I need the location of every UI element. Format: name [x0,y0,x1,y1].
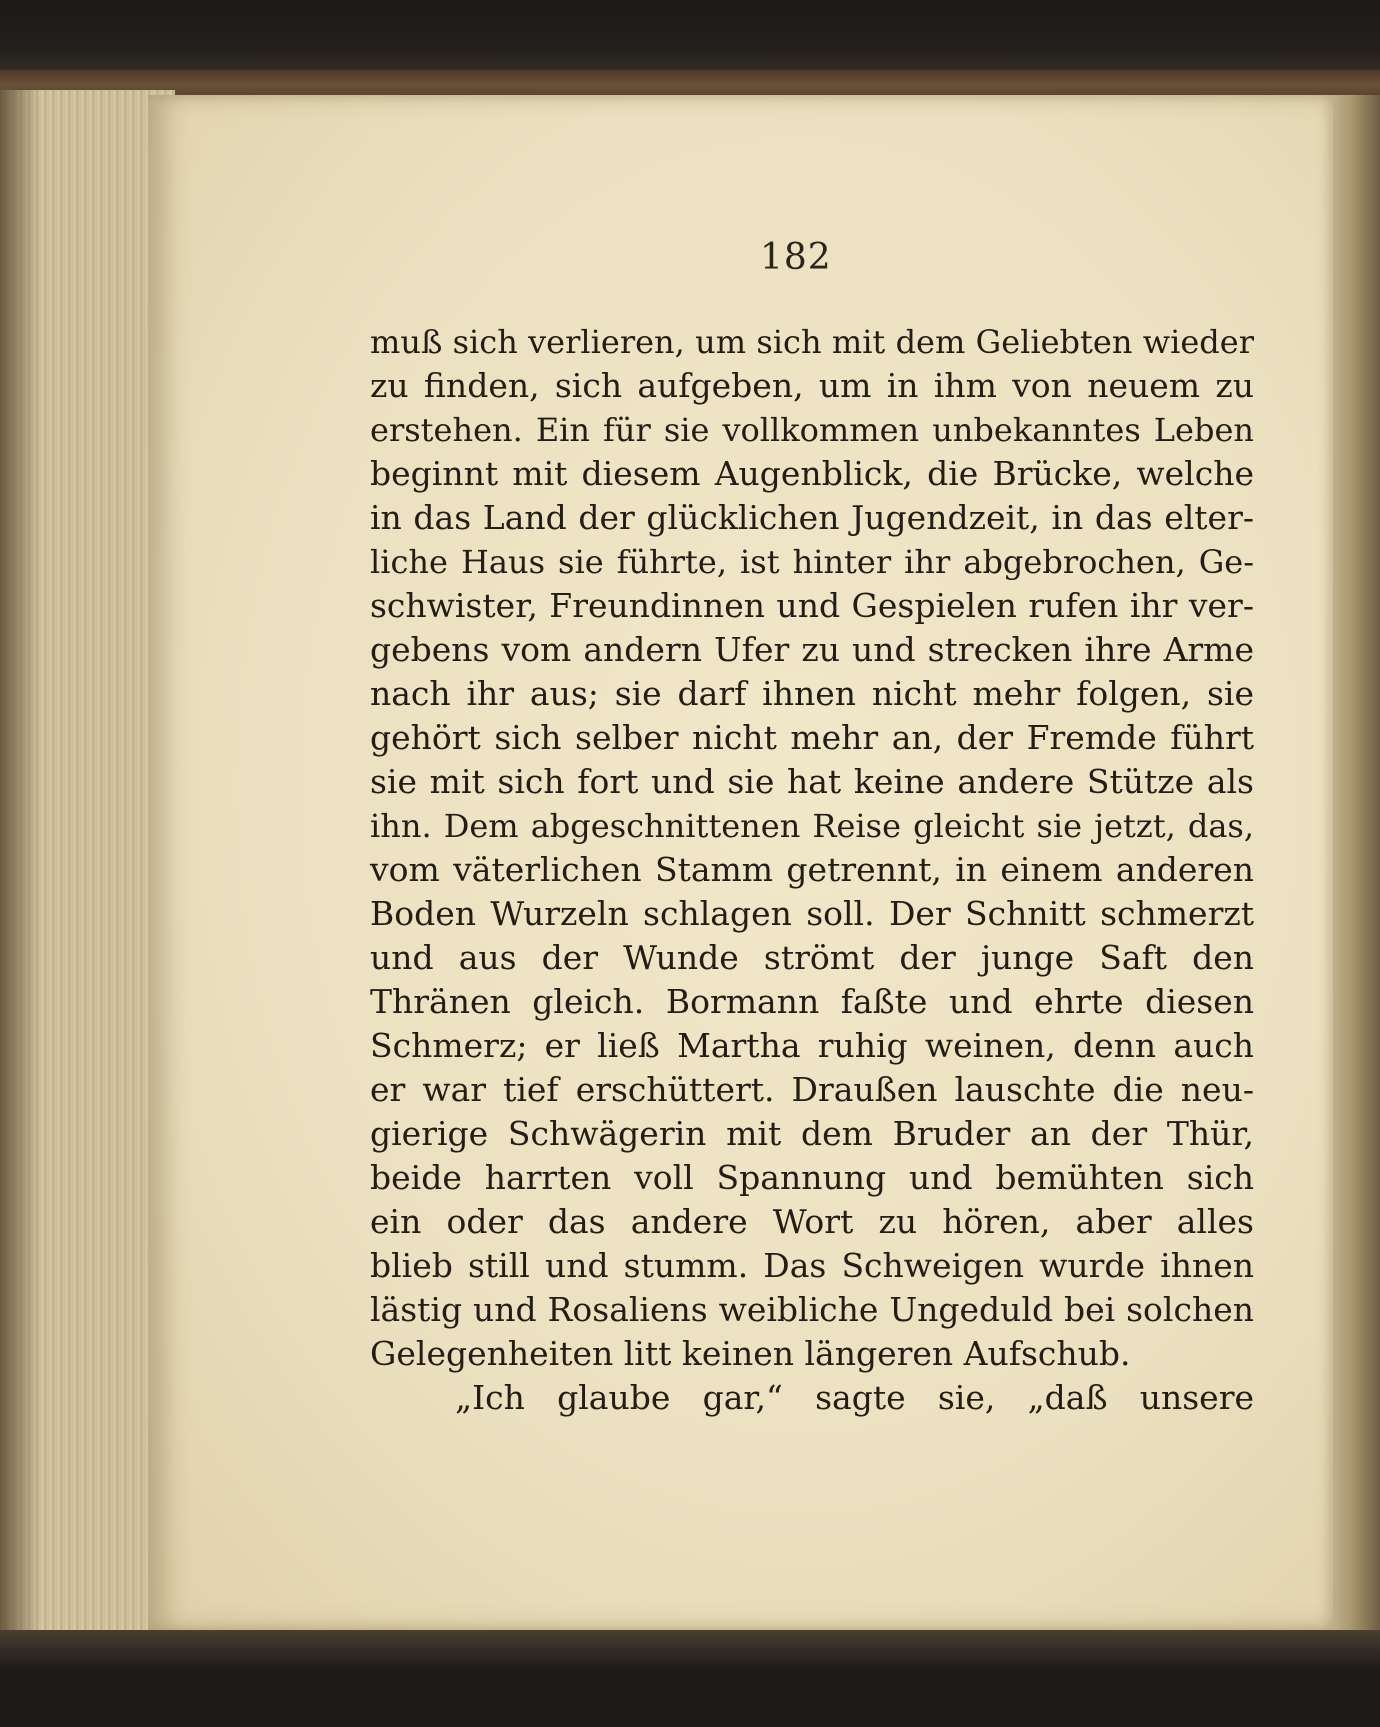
text-line: Thränen gleich. Bormann faßte und ehrte diesen [370,982,1254,1021]
text-line: beginnt mit diesem Augenblick, die Brücke, welche [370,454,1254,493]
text-line: gehört sich selber nicht mehr an, der Fremde führt [370,718,1254,757]
text-line: in das Land der glücklichen Jugendzeit, in das elter- [370,498,1254,537]
text-line: beide harrten voll Spannung und bemühten sich [370,1158,1254,1197]
text-line: er war tief erschüttert. Draußen lauschte die neu- [370,1070,1254,1109]
book-bottom-shadow [0,1630,1380,1727]
text-line: liche Haus sie führte, ist hinter ihr abgebrochen, Ge- [370,543,1254,581]
text-line: muß sich verlieren, um sich mit dem Geliebten wieder [370,323,1254,361]
text-line: erstehen. Ein für sie vollkommen unbekanntes Leben [370,411,1254,449]
text-line: gierige Schwägerin mit dem Bruder an der Thür, [370,1114,1254,1153]
text-line: „Ich glaube gar,“ sagte sie, „daß unsere [455,1378,1254,1417]
facing-page-edge [1333,95,1380,1640]
text-line: schwister, Freundinnen und Gespielen rufen ihr ver- [370,586,1254,625]
text-line: Boden Wurzeln schlagen soll. Der Schnitt schmerzt [370,894,1254,933]
text-line: blieb still und stumm. Das Schweigen wurde ihnen [370,1246,1254,1285]
text-line: sie mit sich fort und sie hat keine andere Stütze als [370,762,1254,801]
page-stack-shadow [0,90,40,1650]
text-line: lästig und Rosaliens weibliche Ungeduld bei solchen [370,1290,1254,1329]
text-line: Schmerz; er ließ Martha ruhig weinen, denn auch [370,1026,1254,1065]
text-line: vom väterlichen Stamm getrennt, in einem anderen [370,850,1254,889]
text-line: gebens vom andern Ufer zu und strecken ihre Arme [370,630,1254,669]
text-line: nach ihr aus; sie darf ihnen nicht mehr folgen, sie [370,674,1254,713]
text-line: ihn. Dem abgeschnittenen Reise gleicht sie jetzt, das, [370,807,1254,845]
text-line: zu finden, sich aufgeben, um in ihm von neuem zu [370,366,1254,405]
text-line: ein oder das andere Wort zu hören, aber alles [370,1202,1254,1241]
text-line: Gelegenheiten litt keinen längeren Aufschub. [370,1334,1131,1373]
body-text [370,320,1254,1420]
text-line: und aus der Wunde strömt der junge Saft den [370,938,1254,977]
page-number: 182 [760,237,832,278]
book-cover-edge [0,70,1380,96]
